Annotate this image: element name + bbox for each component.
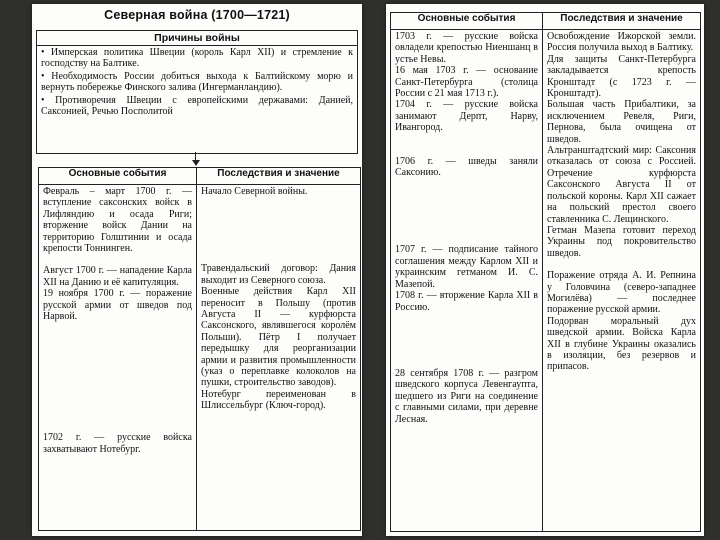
causes-heading: Причины войны <box>37 31 357 46</box>
result-cell: Альтранштадтский мир: Саксония отказалась от союза с Россией. Отречение курфюрста Саксонского Августа II от польской короны. Карл XII сажает на польский престол своего ставленника С. Лещинского. <box>547 145 696 225</box>
result-cell: Подорван моральный дух шведской армии. Войска Карла XII в глубине Украины оказались в изоляции, без резервов и припасов. <box>547 315 696 373</box>
event-cell: 19 ноября 1700 г. — поражение русской армии от шведов под Нарвой. <box>43 288 192 323</box>
page-title: Северная война (1700—1721) <box>104 8 290 22</box>
col-header-results: Последствия и значение <box>197 168 361 185</box>
cause-item: • Противоречия Швеции с европейскими державами: Данией, Саксонией, Речью Посполитой <box>41 94 353 118</box>
table-row <box>39 185 361 531</box>
events-table <box>38 167 361 531</box>
event-cell: 28 сентября 1708 г. — разгром шведского корпуса Левенгаупта, шедшего из Риги на соединение с главными силами, при деревне Лесная. <box>395 367 538 425</box>
result-cell: Военные действия Карл XII переносит в Польшу (против Августа II — курфюрста Саксонского, являвшегося королём Польши). Пётр I получает передышку для реорганизации армии и развития промышленности (указ о переплавке колоколов на пушки, строительство заводов). <box>201 286 356 389</box>
event-cell: Февраль – март 1700 г. — вступление саксонских войск в Лифляндию и осада Риги; вторжение войск Дании на территорию Голштинии и осада крепости Тоннинген. <box>43 186 192 255</box>
event-cell: 1708 г. — вторжение Карла XII в Россию. <box>395 290 538 313</box>
event-cell: 16 мая 1703 г. — основание Санкт-Петербурга (столица России с 21 мая 1713 г.). <box>395 65 538 100</box>
event-cell: 1702 г. — русские войска захватывают Нотебург. <box>43 432 192 455</box>
result-cell: Большая часть Прибалтики, за исключением Ревеля, Риги, Пернова, была очищена от шведов. <box>547 99 696 145</box>
result-cell: Для защиты Санкт-Петербурга закладывается крепость Кронштадт (с 1723 г. — Кронштадт). <box>547 53 696 100</box>
causes-box <box>36 30 358 154</box>
result-cell: Освобождение Ижорской земли. Россия получила выход в Балтику. <box>547 31 696 54</box>
result-cell: Начало Северной войны. <box>201 186 308 197</box>
table-row <box>391 30 701 532</box>
col-header-events: Основные события <box>391 13 543 30</box>
event-cell: 1706 г. — шведы заняли Саксонию. <box>395 155 538 179</box>
result-cell: Нотебург переименован в Шлиссельбург (Ключ-город). <box>201 388 356 412</box>
left-page <box>32 4 362 536</box>
event-cell: Август 1700 г. — нападение Карла XII на Данию и её капитуляция. <box>43 265 192 288</box>
cause-item: • Имперская политика Швеции (король Карл XII) и стремление к господству на Балтике. <box>41 47 353 70</box>
cause-item: • Необходимость России добиться выхода к Балтийскому морю и вернуть побережье Финского залива (Ингерманландию). <box>41 70 353 94</box>
event-cell: 1704 г. — русские войска занимают Дерпт, Нарву, Ивангород. <box>395 99 538 134</box>
result-cell: Гетман Мазепа готовит переход Украины под покровительство шведов. <box>547 224 696 259</box>
right-page <box>386 4 704 536</box>
col-header-events: Основные события <box>39 168 197 185</box>
arrow-head-icon <box>192 160 200 166</box>
result-cell: Травендальский договор: Дания выходит из Северного союза. <box>201 263 356 286</box>
result-cell: Поражение отряда А. И. Репнина у Головчина (северо-западнее Могилёва) — последнее поражение русской армии. <box>547 270 696 316</box>
events-table-continued <box>390 12 701 532</box>
event-cell: 1707 г. — подписание тайного соглашения между Карлом XII и украинским гетманом И. С. Мазепой. <box>395 244 538 290</box>
event-cell: 1703 г. — русские войска овладели крепостью Ниеншанц в устье Невы. <box>395 31 538 65</box>
col-header-results: Последствия и значение <box>543 13 701 30</box>
